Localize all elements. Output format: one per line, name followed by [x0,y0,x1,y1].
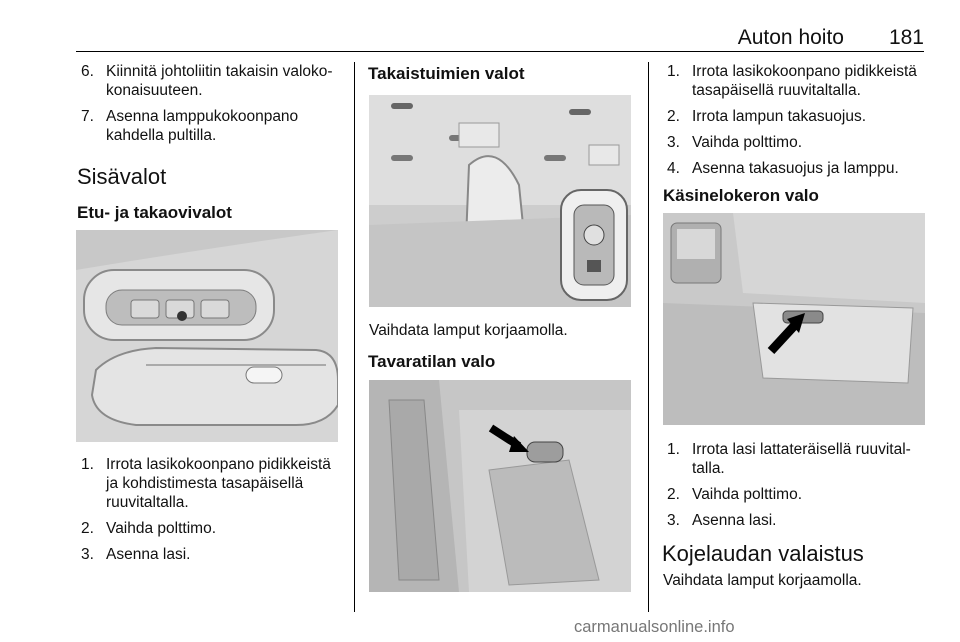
section-heading: Kojelaudan valaistus [662,541,864,566]
column-divider [648,62,649,612]
list-item: 7. Asenna lamppukokoonpano kahdella pultilla. [81,108,299,144]
column-divider [354,62,355,612]
column-1 [81,62,343,152]
list-item: 3. Asenna lasi. [81,546,191,563]
list-item: 1. Irrota lasikokoonpano pidikkeistä tasapäisellä ruuvitaltalla. [667,63,917,99]
steps-list [667,62,929,178]
subheading: Käsinelokeron valo [663,186,819,205]
door-light-illustration [76,230,338,442]
page-header [76,26,924,52]
note-text: Vaihdata lamput korjaamolla. [369,322,568,339]
subheading: Tavaratilan valo [368,352,496,371]
subheading: Etu- ja takaovivalot [77,203,232,222]
list-item: 1. Irrota lasi lattateräisellä ruuvital-talla. [667,441,911,477]
list-item: 4. Asenna takasuojus ja lamppu. [667,160,899,177]
subheading: Takaistuimien valot [368,64,525,83]
rear-seat-light-illustration [369,95,631,307]
glovebox-light-illustration [663,213,925,425]
glovebox-drawing [663,213,925,425]
watermark: carmanualsonline.info [574,618,735,636]
section-title: Auton hoito [737,26,844,49]
list-item: 3. Asenna lasi. [667,512,777,529]
list-item: 1. Irrota lasikokoonpano pidikkeistä ja kohdistimesta tasapäisellä ruuvitaltalla. [81,456,331,511]
steps-list [667,440,929,530]
list-item: 2. Irrota lampun takasuojus. [667,108,867,125]
list-item: 3. Vaihda polttimo. [667,134,802,151]
list-item: 6. Kiinnitä johtoliitin takaisin valoko-konaisuuteen. [81,63,333,99]
header-rule [76,51,924,52]
steps-list [81,455,343,564]
list-item: 2. Vaihda polttimo. [667,486,802,503]
page-number: 181 [888,26,924,49]
column-3 [667,62,929,185]
luggage-light-illustration [369,380,631,592]
section-heading: Sisävalot [77,164,167,189]
column-1-steps [81,455,343,571]
steps-list-top [81,62,343,145]
column-3-steps [667,440,929,537]
door-panel-drawing [76,230,338,442]
rear-seat-drawing [369,95,631,307]
note-text: Vaihdata lamput korjaamolla. [663,572,862,589]
luggage-area-drawing [369,380,631,592]
list-item: 2. Vaihda polttimo. [81,520,216,537]
